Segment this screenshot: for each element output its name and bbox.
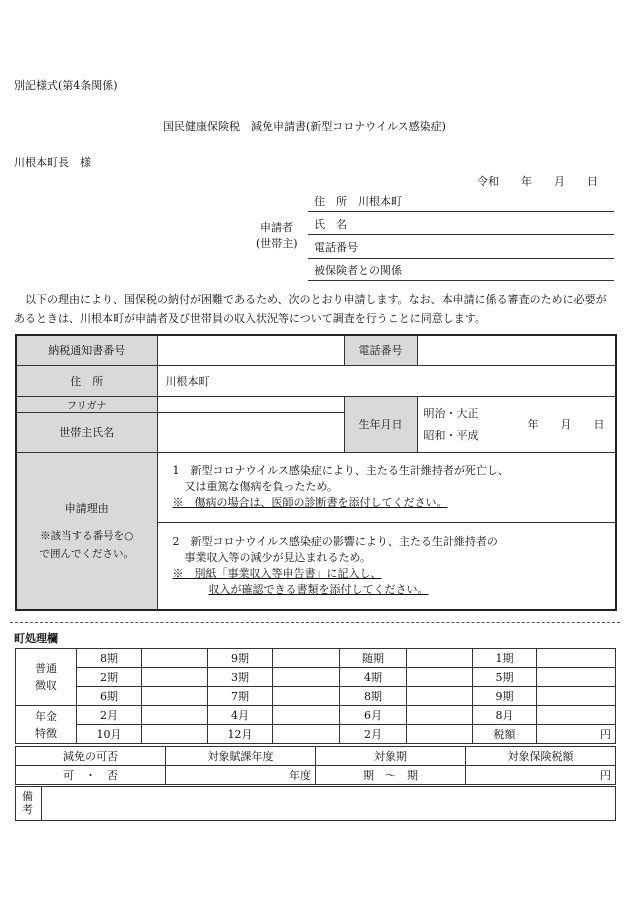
period-cell: 6期 <box>77 687 142 706</box>
period-value[interactable] <box>142 706 208 725</box>
period-cell: 6月 <box>340 706 407 725</box>
period-cell: 8期 <box>340 687 407 706</box>
period-cell: 9期 <box>208 649 273 668</box>
amount-value[interactable]: 円 <box>466 766 616 785</box>
notice-no-field[interactable] <box>157 335 344 365</box>
office-title: 町処理欄 <box>14 632 58 645</box>
nenkin-label-2: 特徴 <box>35 726 57 740</box>
period-cell: 4期 <box>340 668 407 687</box>
reason-2-line-1: 2 新型コロナウイルス感染症の影響により、主たる生計維持者の <box>172 534 498 548</box>
address-value[interactable]: 川根本町 <box>157 365 616 396</box>
householder-label: 世帯主氏名 <box>16 412 157 452</box>
period-value[interactable] <box>407 649 473 668</box>
period-cell: 随期 <box>340 649 407 668</box>
reason-2[interactable] <box>157 522 616 610</box>
period-cell: 5期 <box>473 668 537 687</box>
period-cell: 2期 <box>77 668 142 687</box>
birth-field[interactable] <box>417 396 616 452</box>
period-cell: 12月 <box>208 725 273 744</box>
period-value[interactable] <box>407 725 473 744</box>
householder-field[interactable] <box>157 412 344 452</box>
main-table <box>15 334 617 611</box>
birth-label: 生年月日 <box>344 396 417 452</box>
period-value[interactable] <box>273 725 340 744</box>
period-cell: 7期 <box>208 687 273 706</box>
period-cell: 2月 <box>77 706 142 725</box>
period-cell: 8月 <box>473 706 537 725</box>
period-value[interactable] <box>273 687 340 706</box>
intro-text: 以下の理由により、国保税の納付が困難であるため、次のとおり申請します。なお、本申請に係る審査のために必要があるときは、川根本町が申請者及び世帯員の収入状況等について調査を行うことに同意します。 <box>14 293 607 325</box>
period-cell: 2月 <box>340 725 407 744</box>
period-cell: 9期 <box>473 687 537 706</box>
period-cell: 8期 <box>77 649 142 668</box>
address-line <box>308 211 614 212</box>
remarks-label-cell <box>16 787 42 821</box>
remarks-table <box>15 786 616 821</box>
remarks-field[interactable] <box>42 787 616 821</box>
futsu-label-2: 徴収 <box>35 679 57 692</box>
period-value[interactable] <box>142 687 208 706</box>
period-value[interactable] <box>407 687 473 706</box>
period-value[interactable] <box>273 649 340 668</box>
reason-1[interactable] <box>157 452 616 522</box>
nendo-value[interactable]: 年度 <box>166 766 316 785</box>
address-label: 住 所 <box>16 365 157 396</box>
period-cell: 4月 <box>208 706 273 725</box>
period-value[interactable] <box>142 668 208 687</box>
relation-line <box>308 280 614 281</box>
birth-ymd: 年 月 日 <box>527 418 605 431</box>
period-value[interactable] <box>273 668 340 687</box>
applicant-label: 申請者 <box>260 221 293 234</box>
summary-header-nendo: 対象賦課年度 <box>166 747 316 766</box>
summary-header-amount: 対象保険税額 <box>466 747 616 766</box>
phone-field[interactable] <box>417 335 616 365</box>
reason-2-note-2: 収入が確認できる書類を添付してください。 <box>208 582 429 596</box>
era-meiji-taisho: 明治・大正 <box>423 407 479 420</box>
period-value[interactable] <box>407 668 473 687</box>
separator <box>10 622 620 623</box>
page-title: 国民健康保険税 減免申請書(新型コロナウイルス感染症) <box>163 120 446 133</box>
reason-2-note-1: ※ 別紙「事業収入等申告書」に記入し、 <box>172 566 382 580</box>
period-cell: 10月 <box>77 725 142 744</box>
reason-note-1: ※該当する番号を○ <box>40 530 134 543</box>
tax-amount-label: 税額 <box>473 725 537 744</box>
era-showa-heisei: 昭和・平成 <box>423 429 479 442</box>
reason-note-2: で囲んでください。 <box>39 548 134 561</box>
period-value[interactable] <box>407 706 473 725</box>
remarks-label: 備考 <box>22 790 33 816</box>
office-period-table <box>15 648 616 744</box>
date-line: 令和 年 月 日 <box>477 175 598 188</box>
applicant-address-label: 住 所 川根本町 <box>314 195 402 208</box>
period-value[interactable] <box>142 649 208 668</box>
nenkin-label <box>16 706 77 744</box>
summary-header-ki: 対象期 <box>316 747 466 766</box>
phone-label: 電話番号 <box>344 335 417 365</box>
tax-amount-yen[interactable]: 円 <box>537 725 616 744</box>
phone-line <box>308 258 614 259</box>
reason-2-line-2: 事業収入等の減少が見込まれるため。 <box>184 550 372 564</box>
period-cell: 1期 <box>473 649 537 668</box>
reason-1-line-1: 1 新型コロナウイルス感染症により、主たる生計維持者が死亡し、 <box>172 464 509 477</box>
furigana-field[interactable] <box>157 396 344 412</box>
nenkin-label-1: 年金 <box>35 709 57 723</box>
summary-header-kahi: 減免の可否 <box>16 747 166 766</box>
futsu-label-1: 普通 <box>35 662 57 675</box>
form-note: 別記様式(第4条関係) <box>14 79 118 92</box>
period-value[interactable] <box>537 649 616 668</box>
applicant-label-sub: (世帯主) <box>256 237 298 250</box>
period-value[interactable] <box>142 725 208 744</box>
addressee: 川根本町長 様 <box>14 156 91 169</box>
name-line <box>308 234 614 235</box>
kahi-value[interactable]: 可 ・ 否 <box>16 766 166 785</box>
ki-value[interactable]: 期 ～ 期 <box>316 766 466 785</box>
applicant-name-label: 氏 名 <box>314 218 347 231</box>
reason-1-note: ※ 傷病の場合は、医師の診断書を添付してください。 <box>172 496 448 509</box>
furigana-label: フリガナ <box>16 396 157 412</box>
notice-no-label: 納税通知書番号 <box>16 335 157 365</box>
futsu-label <box>16 649 77 706</box>
period-value[interactable] <box>537 687 616 706</box>
reason-label-cell <box>16 452 157 610</box>
period-value[interactable] <box>537 706 616 725</box>
applicant-phone-label: 電話番号 <box>314 241 358 254</box>
applicant-relation-label: 被保険者との関係 <box>314 264 402 277</box>
period-value[interactable] <box>537 668 616 687</box>
period-cell: 3期 <box>208 668 273 687</box>
office-summary-table <box>15 746 616 785</box>
period-value[interactable] <box>273 706 340 725</box>
reason-1-line-2: 又は重篤な傷病を負ったため。 <box>184 480 339 493</box>
reason-label: 申請理由 <box>64 502 109 516</box>
